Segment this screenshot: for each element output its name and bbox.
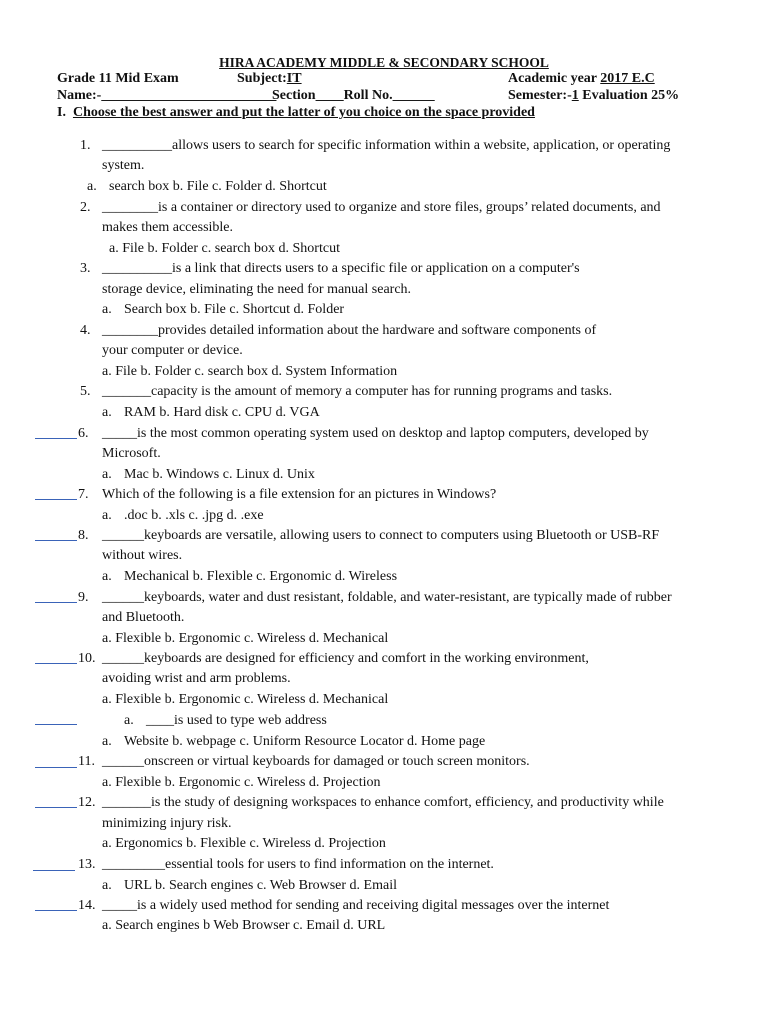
qx-answer-line[interactable] [35,724,77,725]
q14-answer-line[interactable] [35,910,77,911]
q2-options: a. File b. Folder c. search box d. Shortcut [109,241,340,256]
roll-blank[interactable]: ______ [392,88,435,103]
q10-text-cont: avoiding wrist and arm problems. [102,671,291,686]
qx-option-letter: a. [102,734,112,749]
q4-text: ________provides detailed information about the hardware and software components of [102,323,597,338]
subject-field [237,70,302,87]
q1-options: search box b. File c. Folder d. Shortcut [109,179,327,194]
q13-number: 13. [78,857,96,872]
q11-number: 11. [78,754,95,769]
q8-text: ______keyboards are versatile, allowing users to connect to computers using Bluetooth or USB-RF [102,528,660,543]
q5-options: RAM b. Hard disk c. CPU d. VGA [124,405,320,420]
q8-options: Mechanical b. Flexible c. Ergonomic d. Wireless [124,569,398,584]
academic-year-value: 2017 E.C [600,71,655,86]
subject-value: IT [286,71,302,86]
q7-options: .doc b. .xls c. .jpg d. .exe [124,508,264,523]
q8-number: 8. [78,528,89,543]
qx-text: ____is used to type web address [146,713,327,728]
q14-options: a. Search engines b Web Browser c. Email d. URL [102,918,386,933]
q12-number: 12. [78,795,96,810]
q11-text: ______onscreen or virtual keyboards for damaged or touch screen monitors. [102,754,530,769]
q7-answer-line[interactable] [35,499,77,500]
q4-text-cont: your computer or device. [102,343,243,358]
q13-text: _________essential tools for users to find information on the internet. [102,857,494,872]
q13-answer-line[interactable] [33,870,75,871]
q9-number: 9. [78,590,89,605]
q9-text-cont: and Bluetooth. [102,610,185,625]
evaluation-label: Evaluation 25% [578,88,680,103]
subject-label: Subject: [237,71,287,86]
instruction-text: Choose the best answer and put the latter of you choice on the space provided [72,105,535,120]
q11-options: a. Flexible b. Ergonomic c. Wireless d. Projection [102,775,381,790]
q7-text: Which of the following is a file extension for an pictures in Windows? [102,487,497,502]
section-blank[interactable]: ____ [315,88,344,103]
q4-number: 4. [80,323,91,338]
q12-options: a. Ergonomics b. Flexible c. Wireless d. Projection [102,836,386,851]
name-field[interactable] [57,87,276,104]
q13-option-letter: a. [102,878,112,893]
q12-answer-line[interactable] [35,807,77,808]
q5-option-letter: a. [102,405,112,420]
semester-value: 1 [571,88,579,103]
name-blank[interactable]: _________________________ [101,88,277,103]
q9-answer-line[interactable] [35,602,77,603]
q6-text: _____is the most common operating system used on desktop and laptop computers, developed by [102,426,649,441]
q8-answer-line[interactable] [35,540,77,541]
q6-answer-line[interactable] [35,438,77,439]
q12-text-cont: minimizing injury risk. [102,816,232,831]
q3-text: __________is a link that directs users to a specific file or application on a computer's [102,261,580,276]
q8-text-cont: without wires. [102,548,183,563]
q2-text-cont: makes them accessible. [102,220,234,235]
q9-text: ______keyboards, water and dust resistant, foldable, and water-resistant, are typically made of rubber [102,590,672,605]
q1-text: __________allows users to search for specific information within a website, application, or operating [102,138,671,153]
q10-number: 10. [78,651,96,666]
q13-options: URL b. Search engines c. Web Browser d. Email [124,878,397,893]
q10-text: ______keyboards are designed for efficiency and comfort in the working environment, [102,651,589,666]
q14-number: 14. [78,898,96,913]
q6-text-cont: Microsoft. [102,446,161,461]
q5-text: _______capacity is the amount of memory a computer has for running programs and tasks. [102,384,613,399]
q6-options: Mac b. Windows c. Linux d. Unix [124,467,315,482]
q6-number: 6. [78,426,89,441]
semester-field [508,87,679,104]
academic-year-field [508,70,655,87]
exam-label: Grade 11 Mid Exam [57,71,179,86]
academic-year-label: Academic year [508,71,601,86]
qx-letter: a. [124,713,134,728]
section-field[interactable] [272,87,435,104]
q11-answer-line[interactable] [35,767,77,768]
q7-option-letter: a. [102,508,112,523]
section-roman: I. [57,105,66,120]
q10-options: a. Flexible b. Ergonomic c. Wireless d. Mechanical [102,692,389,707]
school-title: HIRA ACADEMY MIDDLE & SECONDARY SCHOOL [219,55,549,70]
q1-number: 1. [80,138,91,153]
q2-text: ________is a container or directory used to organize and store files, groups’ related documents, and [102,200,661,215]
q3-number: 3. [80,261,91,276]
q4-options: a. File b. Folder c. search box d. System Information [102,364,398,379]
q1-text-cont: system. [102,158,145,173]
q14-text: _____is a widely used method for sending and receiving digital messages over the internet [102,898,610,913]
q3-text-cont: storage device, eliminating the need for manual search. [102,282,412,297]
q3-option-letter: a. [102,302,112,317]
q1-option-letter: a. [87,179,97,194]
q9-options: a. Flexible b. Ergonomic c. Wireless d. Mechanical [102,631,389,646]
section-label: Section [272,88,316,103]
section-instruction [57,104,535,121]
qx-options: Website b. webpage c. Uniform Resource Locator d. Home page [124,734,486,749]
q8-option-letter: a. [102,569,112,584]
q7-number: 7. [78,487,89,502]
q6-option-letter: a. [102,467,112,482]
q5-number: 5. [80,384,91,399]
q12-text: _______is the study of designing workspaces to enhance comfort, efficiency, and productivity while [102,795,664,810]
roll-label: Roll No. [343,88,393,103]
name-label: Name:- [57,88,102,103]
q2-number: 2. [80,200,91,215]
q3-options: Search box b. File c. Shortcut d. Folder [124,302,345,317]
semester-label: Semester:- [508,88,572,103]
q10-answer-line[interactable] [35,663,77,664]
